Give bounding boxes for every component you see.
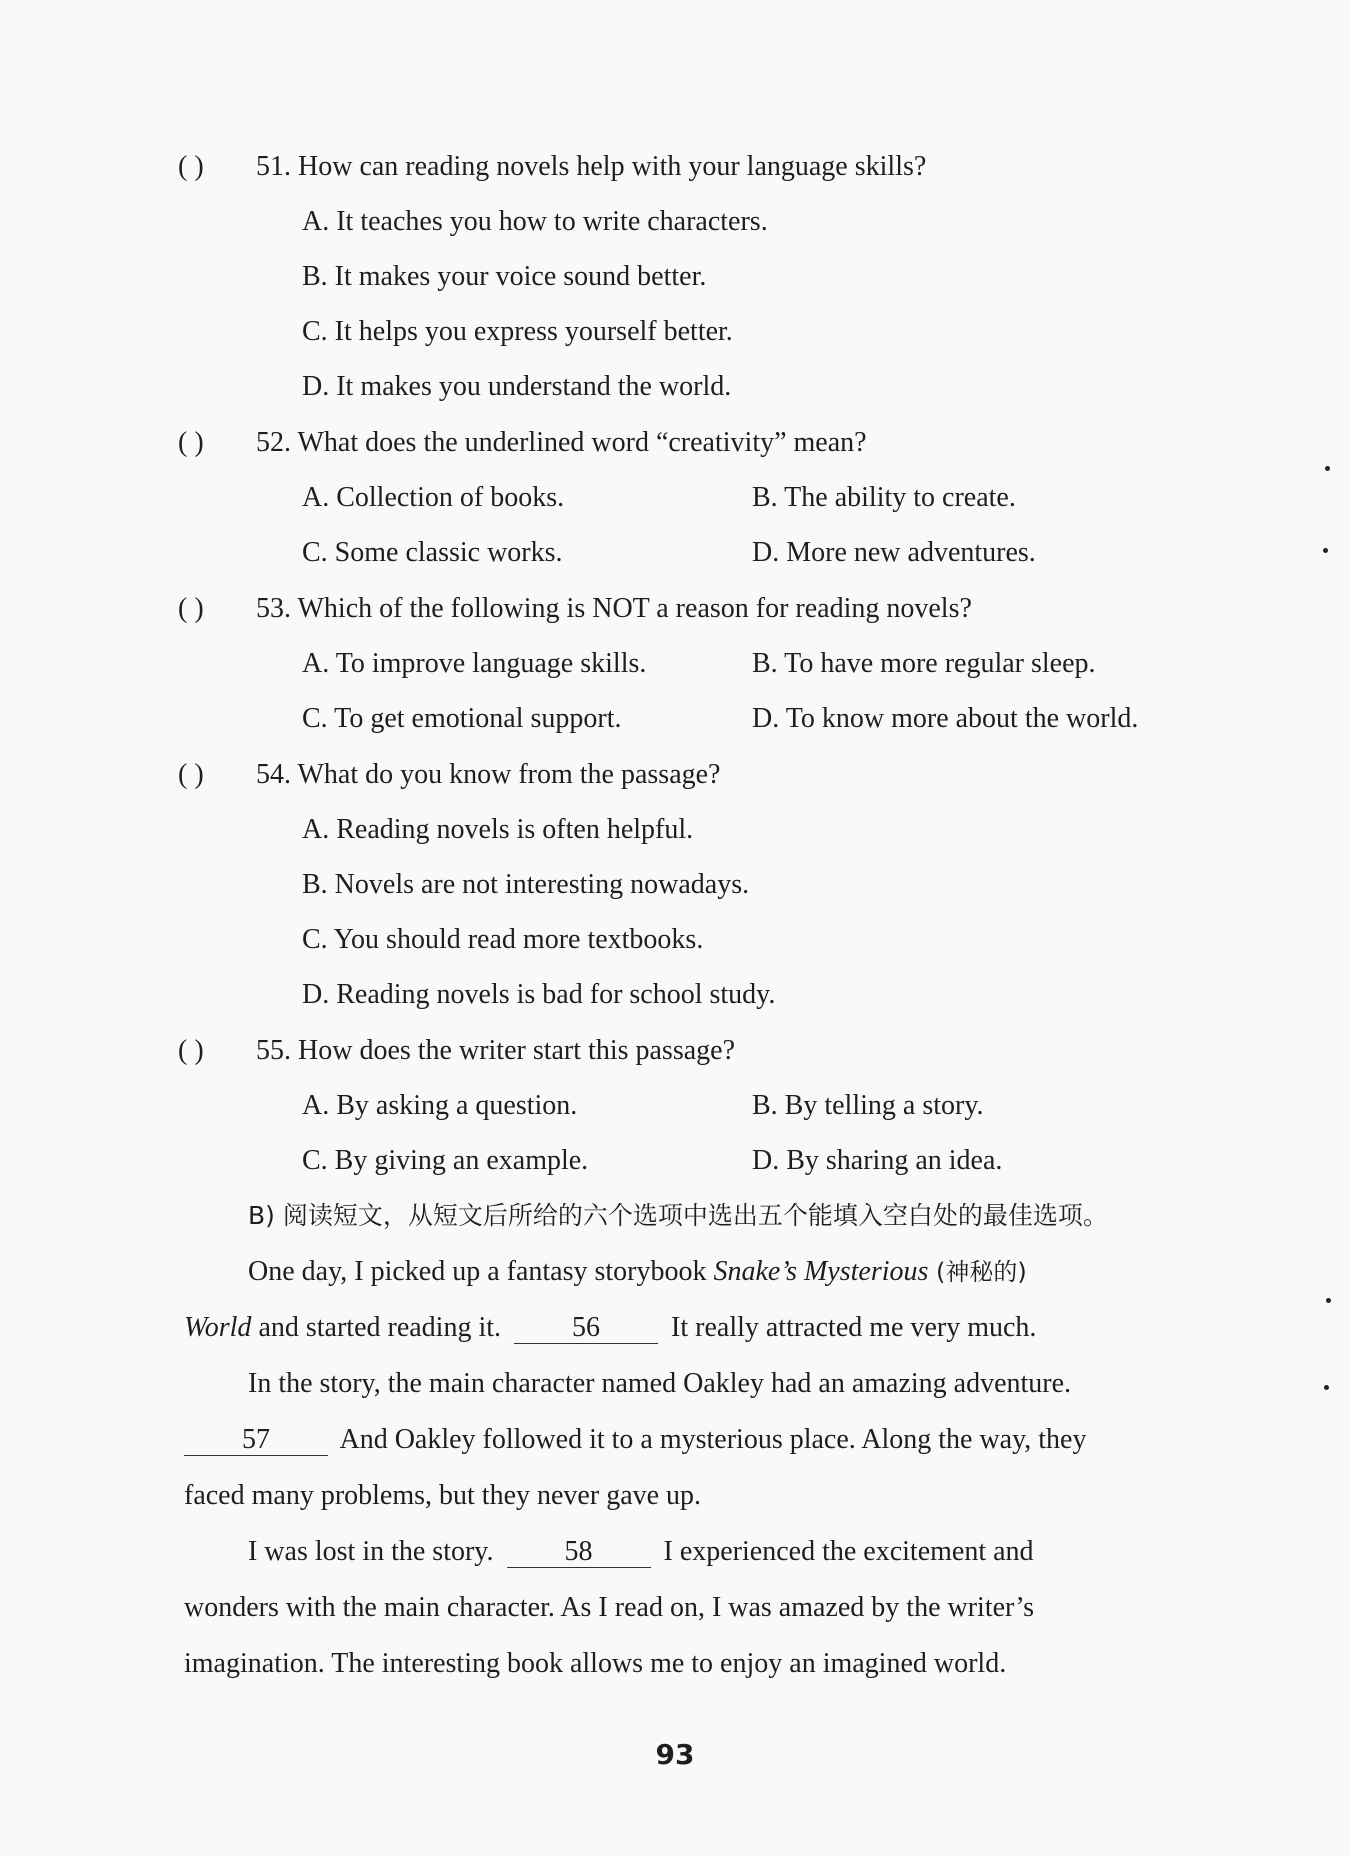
- answer-bracket-52[interactable]: ( ): [178, 427, 204, 458]
- q51-option-d: D. It makes you understand the world.: [302, 371, 732, 402]
- q55-option-d: D. By sharing an idea.: [752, 1145, 1003, 1176]
- passage-p3-text1: I was lost in the story.: [248, 1536, 494, 1567]
- q54-option-d: D. Reading novels is bad for school study.: [302, 979, 776, 1010]
- answer-bracket-53[interactable]: ( ): [178, 593, 204, 624]
- q54-option-c: C. You should read more textbooks.: [302, 924, 704, 955]
- blank-58[interactable]: 58: [507, 1537, 651, 1568]
- answer-bracket-55[interactable]: ( ): [178, 1035, 204, 1066]
- scan-mark-dot: [1326, 1298, 1331, 1303]
- question-52-stem: 52. What does the underlined word “creativity” mean?: [256, 427, 867, 458]
- q54-option-a: A. Reading novels is often helpful.: [302, 814, 694, 845]
- q52-option-d: D. More new adventures.: [752, 537, 1036, 568]
- scan-mark-dot: [1323, 548, 1328, 553]
- passage-p1-text3: It really attracted me very much.: [671, 1312, 1037, 1343]
- q55-option-c: C. By giving an example.: [302, 1145, 589, 1176]
- scan-mark-dot: [1325, 466, 1330, 471]
- q55-option-b: B. By telling a story.: [752, 1090, 984, 1121]
- passage-p2-line1: In the story, the main character named Oakley had an amazing adventure.: [248, 1368, 1072, 1399]
- passage-p3-line2: wonders with the main character. As I read on, I was amazed by the writer’s: [184, 1592, 1035, 1623]
- q51-option-a: A. It teaches you how to write characters.: [302, 206, 768, 237]
- passage-p3-line1: [248, 1535, 1034, 1569]
- q52-option-a: A. Collection of books.: [302, 482, 565, 513]
- passage-p1-text2: and started reading it.: [251, 1312, 502, 1343]
- passage-p2-line3: faced many problems, but they never gave up.: [184, 1480, 702, 1511]
- answer-bracket-51[interactable]: ( ): [178, 151, 204, 182]
- question-53-stem: 53. Which of the following is NOT a reason for reading novels?: [256, 593, 972, 624]
- q53-option-b: B. To have more regular sleep.: [752, 648, 1096, 679]
- book-title-part1: Snake’s Mysterious: [713, 1256, 929, 1287]
- blank-57[interactable]: 57: [184, 1425, 328, 1456]
- question-54-stem: 54. What do you know from the passage?: [256, 759, 721, 790]
- question-51-stem: 51. How can reading novels help with your language skills?: [256, 151, 927, 182]
- section-b-instruction: B) 阅读短文，从短文后所给的六个选项中选出五个能填入空白处的最佳选项。: [248, 1201, 1108, 1230]
- blank-56[interactable]: 56: [514, 1313, 658, 1344]
- q53-option-d: D. To know more about the world.: [752, 703, 1139, 734]
- passage-p2-text2: And Oakley followed it to a mysterious place. Along the way, they: [339, 1424, 1087, 1455]
- chinese-gloss: (神秘的): [928, 1258, 1027, 1286]
- q53-option-a: A. To improve language skills.: [302, 648, 647, 679]
- answer-bracket-54[interactable]: ( ): [178, 759, 204, 790]
- q51-option-b: B. It makes your voice sound better.: [302, 261, 707, 292]
- page-number: 93: [655, 1738, 695, 1771]
- passage-p3-line3: imagination. The interesting book allows me to enjoy an imagined world.: [184, 1648, 1007, 1679]
- passage-p2-line2: [184, 1423, 1087, 1457]
- passage-p1-line2: [184, 1311, 1036, 1345]
- question-55-stem: 55. How does the writer start this passage?: [256, 1035, 735, 1066]
- q55-option-a: A. By asking a question.: [302, 1090, 578, 1121]
- q54-option-b: B. Novels are not interesting nowadays.: [302, 869, 750, 900]
- passage-p1-text: One day, I picked up a fantasy storybook: [248, 1256, 714, 1287]
- passage-p1-line1: [248, 1255, 1027, 1289]
- q53-option-c: C. To get emotional support.: [302, 703, 622, 734]
- q52-option-c: C. Some classic works.: [302, 537, 563, 568]
- book-title-part2: World: [184, 1312, 252, 1343]
- q52-option-b: B. The ability to create.: [752, 482, 1016, 513]
- scan-mark-dot: [1324, 1385, 1329, 1390]
- q51-option-c: C. It helps you express yourself better.: [302, 316, 733, 347]
- passage-p3-text2: I experienced the excitement and: [663, 1536, 1034, 1567]
